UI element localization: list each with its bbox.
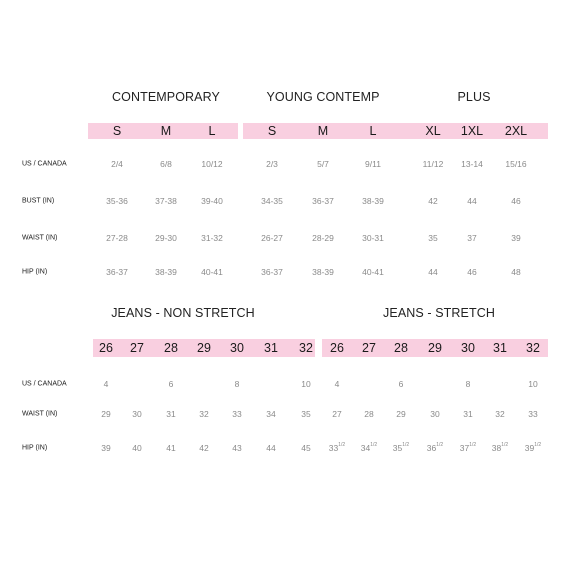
size-label: 31 — [493, 341, 507, 355]
table-cell: 31 — [166, 409, 176, 419]
table-cell: 10 — [301, 379, 311, 389]
size-label: 2XL — [504, 124, 528, 138]
table-cell: 26-27 — [261, 233, 283, 243]
table-cell: 31 — [463, 409, 473, 419]
table-cell: 2/3 — [266, 159, 278, 169]
table-cell: 46 — [467, 267, 477, 277]
table-cell: 39 — [101, 443, 111, 453]
table-cell: 32 — [495, 409, 505, 419]
table-cell: 11/12 — [422, 159, 444, 169]
size-label: XL — [425, 124, 441, 138]
size-label: 1XL — [460, 124, 484, 138]
table-cell: 27-28 — [106, 233, 128, 243]
table-cell: 42 — [199, 443, 209, 453]
group-title: CONTEMPORARY — [112, 90, 220, 104]
row-label: BUST (IN) — [22, 197, 55, 205]
fraction-half: 1/2 — [370, 442, 378, 448]
table-cell: 32 — [199, 409, 209, 419]
table-cell: 37-38 — [155, 196, 177, 206]
group-title: YOUNG CONTEMP — [266, 90, 380, 104]
size-label: 32 — [299, 341, 313, 355]
table-cell: 44 — [428, 267, 438, 277]
table-cell: 39-40 — [201, 196, 223, 206]
size-label: 26 — [330, 341, 344, 355]
table-cell: $39^{1/2}$ — [524, 442, 542, 453]
size-label: 30 — [230, 341, 244, 355]
table-cell: $38^{1/2}$ — [491, 442, 509, 453]
table-cell: $37^{1/2}$ — [459, 442, 477, 453]
table-cell: 46 — [511, 196, 521, 206]
table-cell: 38-39 — [155, 267, 177, 277]
size-label: 32 — [526, 341, 540, 355]
table-cell: 9/11 — [365, 159, 381, 169]
table-cell: 44 — [467, 196, 477, 206]
group-title: PLUS — [457, 90, 491, 104]
size-label: 26 — [99, 341, 113, 355]
table-cell: 42 — [428, 196, 438, 206]
table-cell: 34-35 — [261, 196, 283, 206]
table-cell: 40-41 — [362, 267, 384, 277]
size-label: M — [160, 124, 172, 138]
table-cell: 6 — [398, 379, 404, 389]
fraction-half: 1/2 — [402, 442, 410, 448]
table-cell: 29 — [101, 409, 111, 419]
size-label: S — [267, 124, 277, 138]
table-cell: 39 — [511, 233, 521, 243]
table-cell: 43 — [232, 443, 242, 453]
fraction-half: 1/2 — [501, 442, 509, 448]
table-cell: 10/12 — [201, 159, 223, 169]
table-cell: 6/8 — [160, 159, 172, 169]
size-label: 27 — [362, 341, 376, 355]
table-cell: 35 — [428, 233, 438, 243]
table-cell: 29 — [396, 409, 406, 419]
table-cell: 40-41 — [201, 267, 223, 277]
size-label: 27 — [130, 341, 144, 355]
table-cell: 36-37 — [261, 267, 283, 277]
table-cell: $34^{1/2}$ — [360, 442, 378, 453]
table-cell: 36-37 — [106, 267, 128, 277]
size-label: S — [112, 124, 122, 138]
table-cell: 28-29 — [312, 233, 334, 243]
fraction-half: 1/2 — [436, 442, 444, 448]
table-cell: 10 — [528, 379, 538, 389]
table-cell: 37 — [467, 233, 477, 243]
table-cell: 35 — [301, 409, 311, 419]
table-cell: 41 — [166, 443, 176, 453]
table-cell: 38-39 — [312, 267, 334, 277]
table-cell: 28 — [364, 409, 374, 419]
table-cell: $35^{1/2}$ — [392, 442, 410, 453]
table-cell: 40 — [132, 443, 142, 453]
table-cell: 4 — [334, 379, 340, 389]
table-cell: $33^{1/2}$ — [328, 442, 346, 453]
table-cell: 5/7 — [317, 159, 329, 169]
table-cell: 31-32 — [201, 233, 223, 243]
fraction-half: 1/2 — [338, 442, 346, 448]
fraction-half: 1/2 — [469, 442, 477, 448]
size-label: L — [369, 124, 377, 138]
table-cell: 48 — [511, 267, 521, 277]
table-cell: 45 — [301, 443, 311, 453]
table-cell: 34 — [266, 409, 276, 419]
table-cell: 13-14 — [461, 159, 483, 169]
table-cell: 15/16 — [505, 159, 527, 169]
table-cell: 36-37 — [312, 196, 334, 206]
size-label: 31 — [264, 341, 278, 355]
table-cell: 27 — [332, 409, 342, 419]
table-cell: 29-30 — [155, 233, 177, 243]
table-cell: 4 — [103, 379, 109, 389]
table-cell: 44 — [266, 443, 276, 453]
table-cell: 35-36 — [106, 196, 128, 206]
size-label: 29 — [428, 341, 442, 355]
size-label: 29 — [197, 341, 211, 355]
size-label: 28 — [164, 341, 178, 355]
table-cell: 38-39 — [362, 196, 384, 206]
row-label: WAIST (IN) — [22, 234, 58, 242]
table-cell: 33 — [232, 409, 242, 419]
size-label: M — [317, 124, 329, 138]
row-label: US / CANADA — [22, 160, 67, 168]
group-title: JEANS - NON STRETCH — [111, 306, 255, 320]
table-cell: 30-31 — [362, 233, 384, 243]
row-label: US / CANADA — [22, 380, 67, 388]
table-cell: 30 — [430, 409, 440, 419]
size-label: 30 — [461, 341, 475, 355]
table-cell: 2/4 — [111, 159, 123, 169]
row-label: HIP (IN) — [22, 444, 48, 452]
table-cell: 6 — [168, 379, 174, 389]
size-label: L — [208, 124, 216, 138]
table-cell: $36^{1/2}$ — [426, 442, 444, 453]
group-title: JEANS - STRETCH — [383, 306, 495, 320]
table-cell: 8 — [465, 379, 471, 389]
row-label: WAIST (IN) — [22, 410, 58, 418]
table-cell: 30 — [132, 409, 142, 419]
fraction-half: 1/2 — [534, 442, 542, 448]
table-cell: 8 — [234, 379, 240, 389]
table-cell: 33 — [528, 409, 538, 419]
size-label: 28 — [394, 341, 408, 355]
row-label: HIP (IN) — [22, 268, 48, 276]
